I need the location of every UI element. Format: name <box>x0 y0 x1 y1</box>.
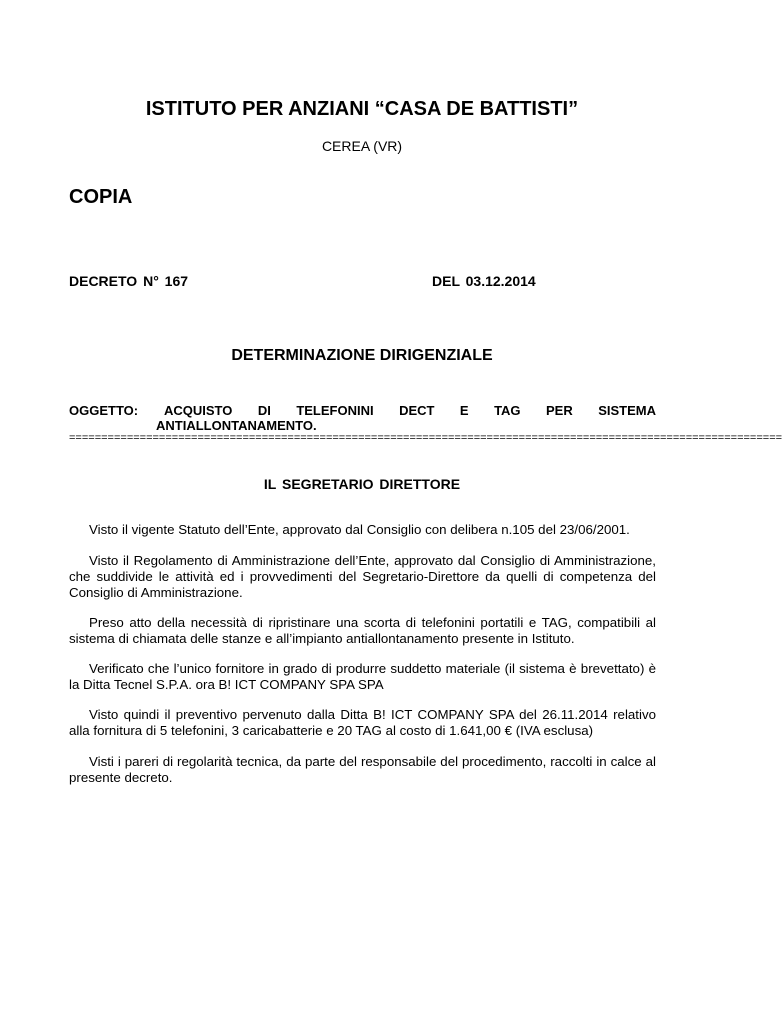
paragraph <box>69 707 656 739</box>
subject-text-line1: ACQUISTO DI TELEFONINI DECT E TAG PER SISTEMA <box>164 403 656 418</box>
paragraph-text: Visto il Regolamento di Amministrazione dell’Ente, approvato dal Consiglio di Amministrazione, che suddivide le attività ed i provvedimenti del Segretario-Direttore da quelli di competenza del Consiglio di Amministrazione. <box>69 553 656 600</box>
decree-date: DEL 03.12.2014 <box>432 273 536 289</box>
paragraph-text: Preso atto della necessità di ripristinare una scorta di telefonini portatili e TAG, compatibili al sistema di chiamata delle stanze e all’impianto antiallontanamento presente in Istituto. <box>69 615 656 646</box>
decree-number: DECRETO N° 167 <box>69 273 189 289</box>
copy-label: COPIA <box>69 186 133 208</box>
paragraph <box>69 615 656 647</box>
paragraph <box>69 754 656 786</box>
paragraph-text: Visti i pareri di regolarità tecnica, da parte del responsabile del procedimento, raccolti in calce al presente decreto. <box>69 754 656 785</box>
paragraph <box>69 553 656 601</box>
paragraph <box>69 522 656 538</box>
institute-title: ISTITUTO PER ANZIANI “CASA DE BATTISTI” <box>145 98 579 120</box>
section-heading: IL SEGRETARIO DIRETTORE <box>263 476 461 492</box>
document-type-heading: DETERMINAZIONE DIRIGENZIALE <box>231 347 493 364</box>
subject-text-line2: ANTIALLONTANAMENTO. <box>156 418 317 433</box>
subject-label: OGGETTO: <box>69 403 139 418</box>
institute-location: CEREA (VR) <box>321 138 403 154</box>
paragraph-text: Visto il vigente Statuto dell’Ente, approvato dal Consiglio con delibera n.105 del 23/06/2001. <box>89 522 630 537</box>
paragraph-text: Visto quindi il preventivo pervenuto dalla Ditta B! ICT COMPANY SPA del 26.11.2014 relativo alla fornitura di 5 telefonini, 3 caricabatterie e 20 TAG al costo di 1.641,00 € (IVA esclusa) <box>69 707 656 738</box>
paragraph-text: Verificato che l’unico fornitore in grado di produrre suddetto materiale (il sistema è brevettato) è la Ditta Tecnel S.P.A. ora B! ICT COMPANY SPA SPA <box>69 661 656 692</box>
paragraph <box>69 661 656 693</box>
separator-line: =============================================================================================================== <box>69 432 782 444</box>
